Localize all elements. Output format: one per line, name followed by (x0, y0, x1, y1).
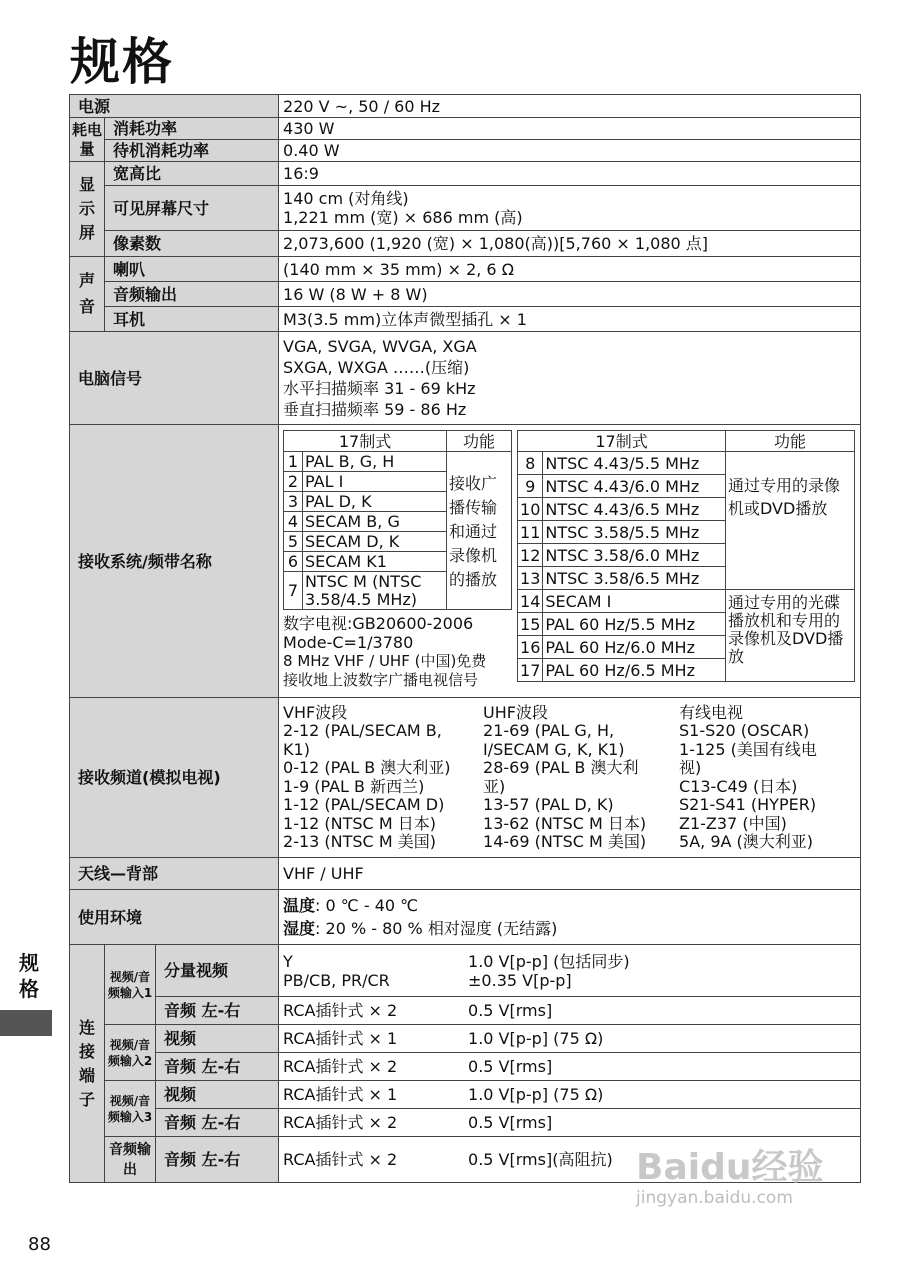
channel-line: 有线电视 (679, 702, 744, 722)
audio-output-label: 音频输出 (105, 282, 279, 307)
pc-signal-value (279, 332, 861, 425)
page-title: 规格 (70, 33, 174, 91)
jack-type: RCA插针式 × 1 (283, 1085, 398, 1104)
in2-label: 视频/音频输入2 (105, 1025, 156, 1081)
cable-column (679, 704, 849, 852)
system-number: 2 (284, 472, 303, 492)
video-label: 视频 (156, 1081, 279, 1109)
system-name: PAL B, G, H (303, 452, 447, 472)
system-number: 3 (284, 492, 303, 512)
jack-type: RCA插针式 × 2 (283, 1113, 398, 1132)
row-sound-speaker (70, 257, 861, 282)
power-value: 220 V ~, 50 / 60 Hz (279, 95, 861, 118)
system-number: 10 (518, 498, 543, 521)
row-in3-video (70, 1081, 861, 1109)
jack-type: RCA插针式 × 1 (283, 1029, 398, 1048)
connectors-label: 连接端子 (70, 945, 105, 1183)
digital-tv-line: 8 MHz VHF / UHF (中国)免费 (283, 652, 487, 670)
system-name: NTSC M (NTSC 3.58/4.5 MHz) (303, 572, 447, 610)
pc-signal-label: 电脑信号 (70, 332, 279, 425)
signal-value: ±0.35 V[p-p] (468, 970, 572, 990)
in1-label: 视频/音频输入1 (105, 945, 156, 1025)
channel-line: 5A, 9A (澳大利亚) (679, 832, 814, 851)
receiving-system-label: 接收系统/频带名称 (70, 425, 279, 698)
row-receiving-system (70, 425, 861, 698)
pixels-label: 像素数 (105, 231, 279, 257)
signal-value: 1.0 V[p-p] (包括同步) (468, 951, 630, 971)
audio-lr-label: 音频 左-右 (156, 997, 279, 1025)
consumption-item-label: 消耗功率 (105, 118, 279, 140)
systems-right-table (517, 430, 855, 682)
function-header: 功能 (726, 431, 855, 452)
jack-type: RCA插针式 × 2 (283, 1001, 398, 1020)
humidity-key: 湿度 (283, 919, 316, 938)
consumption-item-value: 0.40 W (279, 140, 861, 162)
jack-type: RCA插针式 × 2 (283, 1057, 398, 1076)
environment-label: 使用环境 (70, 890, 279, 945)
system-name: SECAM D, K (303, 532, 447, 552)
pc-signal-line: 垂直扫描频率 59 - 86 Hz (283, 400, 467, 419)
aspect-label: 宽高比 (105, 162, 279, 186)
video-label: 视频 (156, 1025, 279, 1053)
screen-size-line: 140 cm (对角线) (283, 189, 409, 208)
baidu-watermark (636, 1148, 823, 1208)
channel-line: UHF波段 (483, 702, 548, 722)
system-number: 4 (284, 512, 303, 532)
signal-value: 1.0 V[p-p] (75 Ω) (468, 1029, 604, 1048)
system-number: 8 (518, 452, 543, 475)
watermark-url: jingyan.baidu.com (636, 1188, 793, 1208)
pc-signal-line: SXGA, WXGA ……(压缩) (283, 358, 470, 377)
row-environment (70, 890, 861, 945)
row-in2-video (70, 1025, 861, 1053)
consumption-item-value: 430 W (279, 118, 861, 140)
signal-name: PB/CB, PR/CR (283, 970, 390, 990)
system-number: 6 (284, 552, 303, 572)
system-number: 11 (518, 521, 543, 544)
channel-line: 2-13 (NTSC M 美国) (283, 832, 436, 851)
systems-header: 17制式 (518, 431, 726, 452)
receiving-system-value (279, 425, 861, 698)
function-header: 功能 (447, 431, 512, 452)
channel-line: 1-12 (PAL/SECAM D) (283, 795, 445, 814)
aspect-value: 16:9 (279, 162, 861, 186)
row-display-aspect (70, 162, 861, 186)
signal-value: 0.5 V[rms] (468, 1001, 553, 1020)
system-name: SECAM K1 (303, 552, 447, 572)
audio-lr-label: 音频 左-右 (156, 1137, 279, 1183)
audio-lr-label: 音频 左-右 (156, 1109, 279, 1137)
system-name: PAL I (303, 472, 447, 492)
component-video-value (279, 945, 861, 997)
screen-size-line: 1,221 mm (宽) × 686 mm (高) (283, 208, 523, 227)
digital-tv-line: Mode-C=1/3780 (283, 633, 414, 652)
temperature-key: 温度 (283, 896, 316, 915)
pc-signal-line: VGA, SVGA, WVGA, XGA (283, 337, 477, 356)
function-text: 接收广播传输和通过录像机的播放 (447, 452, 512, 610)
display-label: 显示屏 (70, 162, 105, 257)
channels-label: 接收频道(模拟电视) (70, 698, 279, 858)
systems-header: 17制式 (284, 431, 447, 452)
row-channels (70, 698, 861, 858)
channel-line: 1-9 (PAL B 新西兰) (283, 776, 425, 796)
row-display-pixels (70, 231, 861, 257)
digital-tv-line: 数字电视:GB20600-2006 (283, 614, 474, 633)
signal-value: 0.5 V[rms] (468, 1057, 553, 1076)
system-name: SECAM I (543, 590, 726, 613)
component-video-label: 分量视频 (156, 945, 279, 997)
system-number: 5 (284, 532, 303, 552)
system-name: SECAM B, G (303, 512, 447, 532)
system-name: NTSC 4.43/5.5 MHz (543, 452, 726, 475)
system-number: 13 (518, 567, 543, 590)
headphone-value: M3(3.5 mm)立体声微型插孔 × 1 (279, 307, 861, 332)
channel-line: 14-69 (NTSC M 美国) (483, 832, 647, 851)
digital-tv-line: 接收地上波数字广播电视信号 (283, 671, 479, 689)
system-name: NTSC 3.58/6.5 MHz (543, 567, 726, 590)
channel-line: 0-12 (PAL B 澳大利亚) (283, 758, 451, 777)
channel-line: 13-62 (NTSC M 日本) (483, 813, 647, 833)
side-tab (0, 950, 52, 1036)
signal-value: 0.5 V[rms] (468, 1113, 553, 1132)
screen-size-value (279, 186, 861, 231)
row-antenna (70, 858, 861, 890)
headphone-label: 耳机 (105, 307, 279, 332)
in3-label: 视频/音频输入3 (105, 1081, 156, 1137)
audio-out-label: 音频输出 (105, 1137, 156, 1183)
system-number: 9 (518, 475, 543, 498)
signal-value: 0.5 V[rms](高阻抗) (468, 1150, 613, 1169)
watermark-logo-text: Baidu经验 (636, 1147, 824, 1188)
row-consumption-2 (70, 140, 861, 162)
digital-tv-info (283, 614, 512, 690)
system-name: NTSC 3.58/6.0 MHz (543, 544, 726, 567)
sound-label: 声音 (70, 257, 105, 332)
channel-line: 13-57 (PAL D, K) (483, 795, 614, 814)
system-name: NTSC 4.43/6.0 MHz (543, 475, 726, 498)
channels-value (279, 698, 861, 858)
temperature-value: : 0 ℃ - 40 ℃ (315, 896, 419, 915)
channel-line: 视) (679, 758, 702, 777)
signal-name: Y (283, 951, 293, 971)
function-text: 通过专用的录像机或DVD播放 (726, 452, 855, 590)
environment-value (279, 890, 861, 945)
channel-line: 2-12 (PAL/SECAM B, (283, 721, 442, 740)
system-name: PAL 60 Hz/5.5 MHz (543, 613, 726, 636)
row-power (70, 95, 861, 118)
row-headphone (70, 307, 861, 332)
power-label: 电源 (70, 95, 279, 118)
antenna-label: 天线—背部 (70, 858, 279, 890)
row-pc-signal (70, 332, 861, 425)
channel-line: 1-125 (美国有线电 (679, 739, 817, 759)
system-number: 15 (518, 613, 543, 636)
spec-table (69, 94, 861, 1183)
channel-line: VHF波段 (283, 702, 348, 722)
signal-value: 1.0 V[p-p] (75 Ω) (468, 1085, 604, 1104)
side-tab-label: 规 格 (19, 951, 39, 1001)
function-text: 通过专用的光碟播放机和专用的录像机及DVD播放 (726, 590, 855, 682)
jack-type: RCA插针式 × 2 (283, 1150, 398, 1169)
system-name: PAL D, K (303, 492, 447, 512)
system-name: NTSC 3.58/5.5 MHz (543, 521, 726, 544)
systems-left-table (283, 430, 512, 610)
row-in3-audio (70, 1109, 861, 1137)
consumption-label: 耗电量 (70, 118, 105, 162)
channel-line: 28-69 (PAL B 澳大利 (483, 758, 639, 777)
row-sound-output (70, 282, 861, 307)
system-name: NTSC 4.43/6.5 MHz (543, 498, 726, 521)
uhf-column (483, 704, 679, 852)
speaker-value: (140 mm × 35 mm) × 2, 6 Ω (279, 257, 861, 282)
system-number: 16 (518, 636, 543, 659)
row-in2-audio (70, 1053, 861, 1081)
channel-line: 亚) (483, 776, 506, 796)
side-tab-bar (0, 1010, 52, 1036)
row-consumption-1 (70, 118, 861, 140)
channel-line: 21-69 (PAL G, H, (483, 721, 615, 740)
channel-line: 1-12 (NTSC M 日本) (283, 813, 436, 833)
system-number: 1 (284, 452, 303, 472)
channel-line: K1) (283, 739, 310, 759)
row-display-screen (70, 186, 861, 231)
consumption-item-label: 待机消耗功率 (105, 140, 279, 162)
speaker-label: 喇叭 (105, 257, 279, 282)
page-number: 88 (28, 1234, 51, 1255)
screen-size-label: 可见屏幕尺寸 (105, 186, 279, 231)
row-in1-audio (70, 997, 861, 1025)
system-name: PAL 60 Hz/6.5 MHz (543, 659, 726, 682)
vhf-column (283, 704, 483, 852)
channel-line: S21-S41 (HYPER) (679, 795, 817, 814)
system-number: 12 (518, 544, 543, 567)
system-number: 7 (284, 572, 303, 610)
pixels-value: 2,073,600 (1,920 (宽) × 1,080(高))[5,760 × 1,080 点] (279, 231, 861, 257)
channel-line: C13-C49 (日本) (679, 776, 798, 796)
audio-lr-label: 音频 左-右 (156, 1053, 279, 1081)
humidity-value: : 20 % - 80 % 相对湿度 (无结露) (315, 919, 558, 938)
system-number: 17 (518, 659, 543, 682)
channel-line: I/SECAM G, K, K1) (483, 739, 625, 759)
audio-output-value: 16 W (8 W + 8 W) (279, 282, 861, 307)
channel-line: Z1-Z37 (中国) (679, 813, 787, 833)
system-number: 14 (518, 590, 543, 613)
pc-signal-line: 水平扫描频率 31 - 69 kHz (283, 379, 476, 398)
channel-line: S1-S20 (OSCAR) (679, 721, 810, 740)
system-name: PAL 60 Hz/6.0 MHz (543, 636, 726, 659)
row-in1-component (70, 945, 861, 997)
antenna-value: VHF / UHF (279, 858, 861, 890)
